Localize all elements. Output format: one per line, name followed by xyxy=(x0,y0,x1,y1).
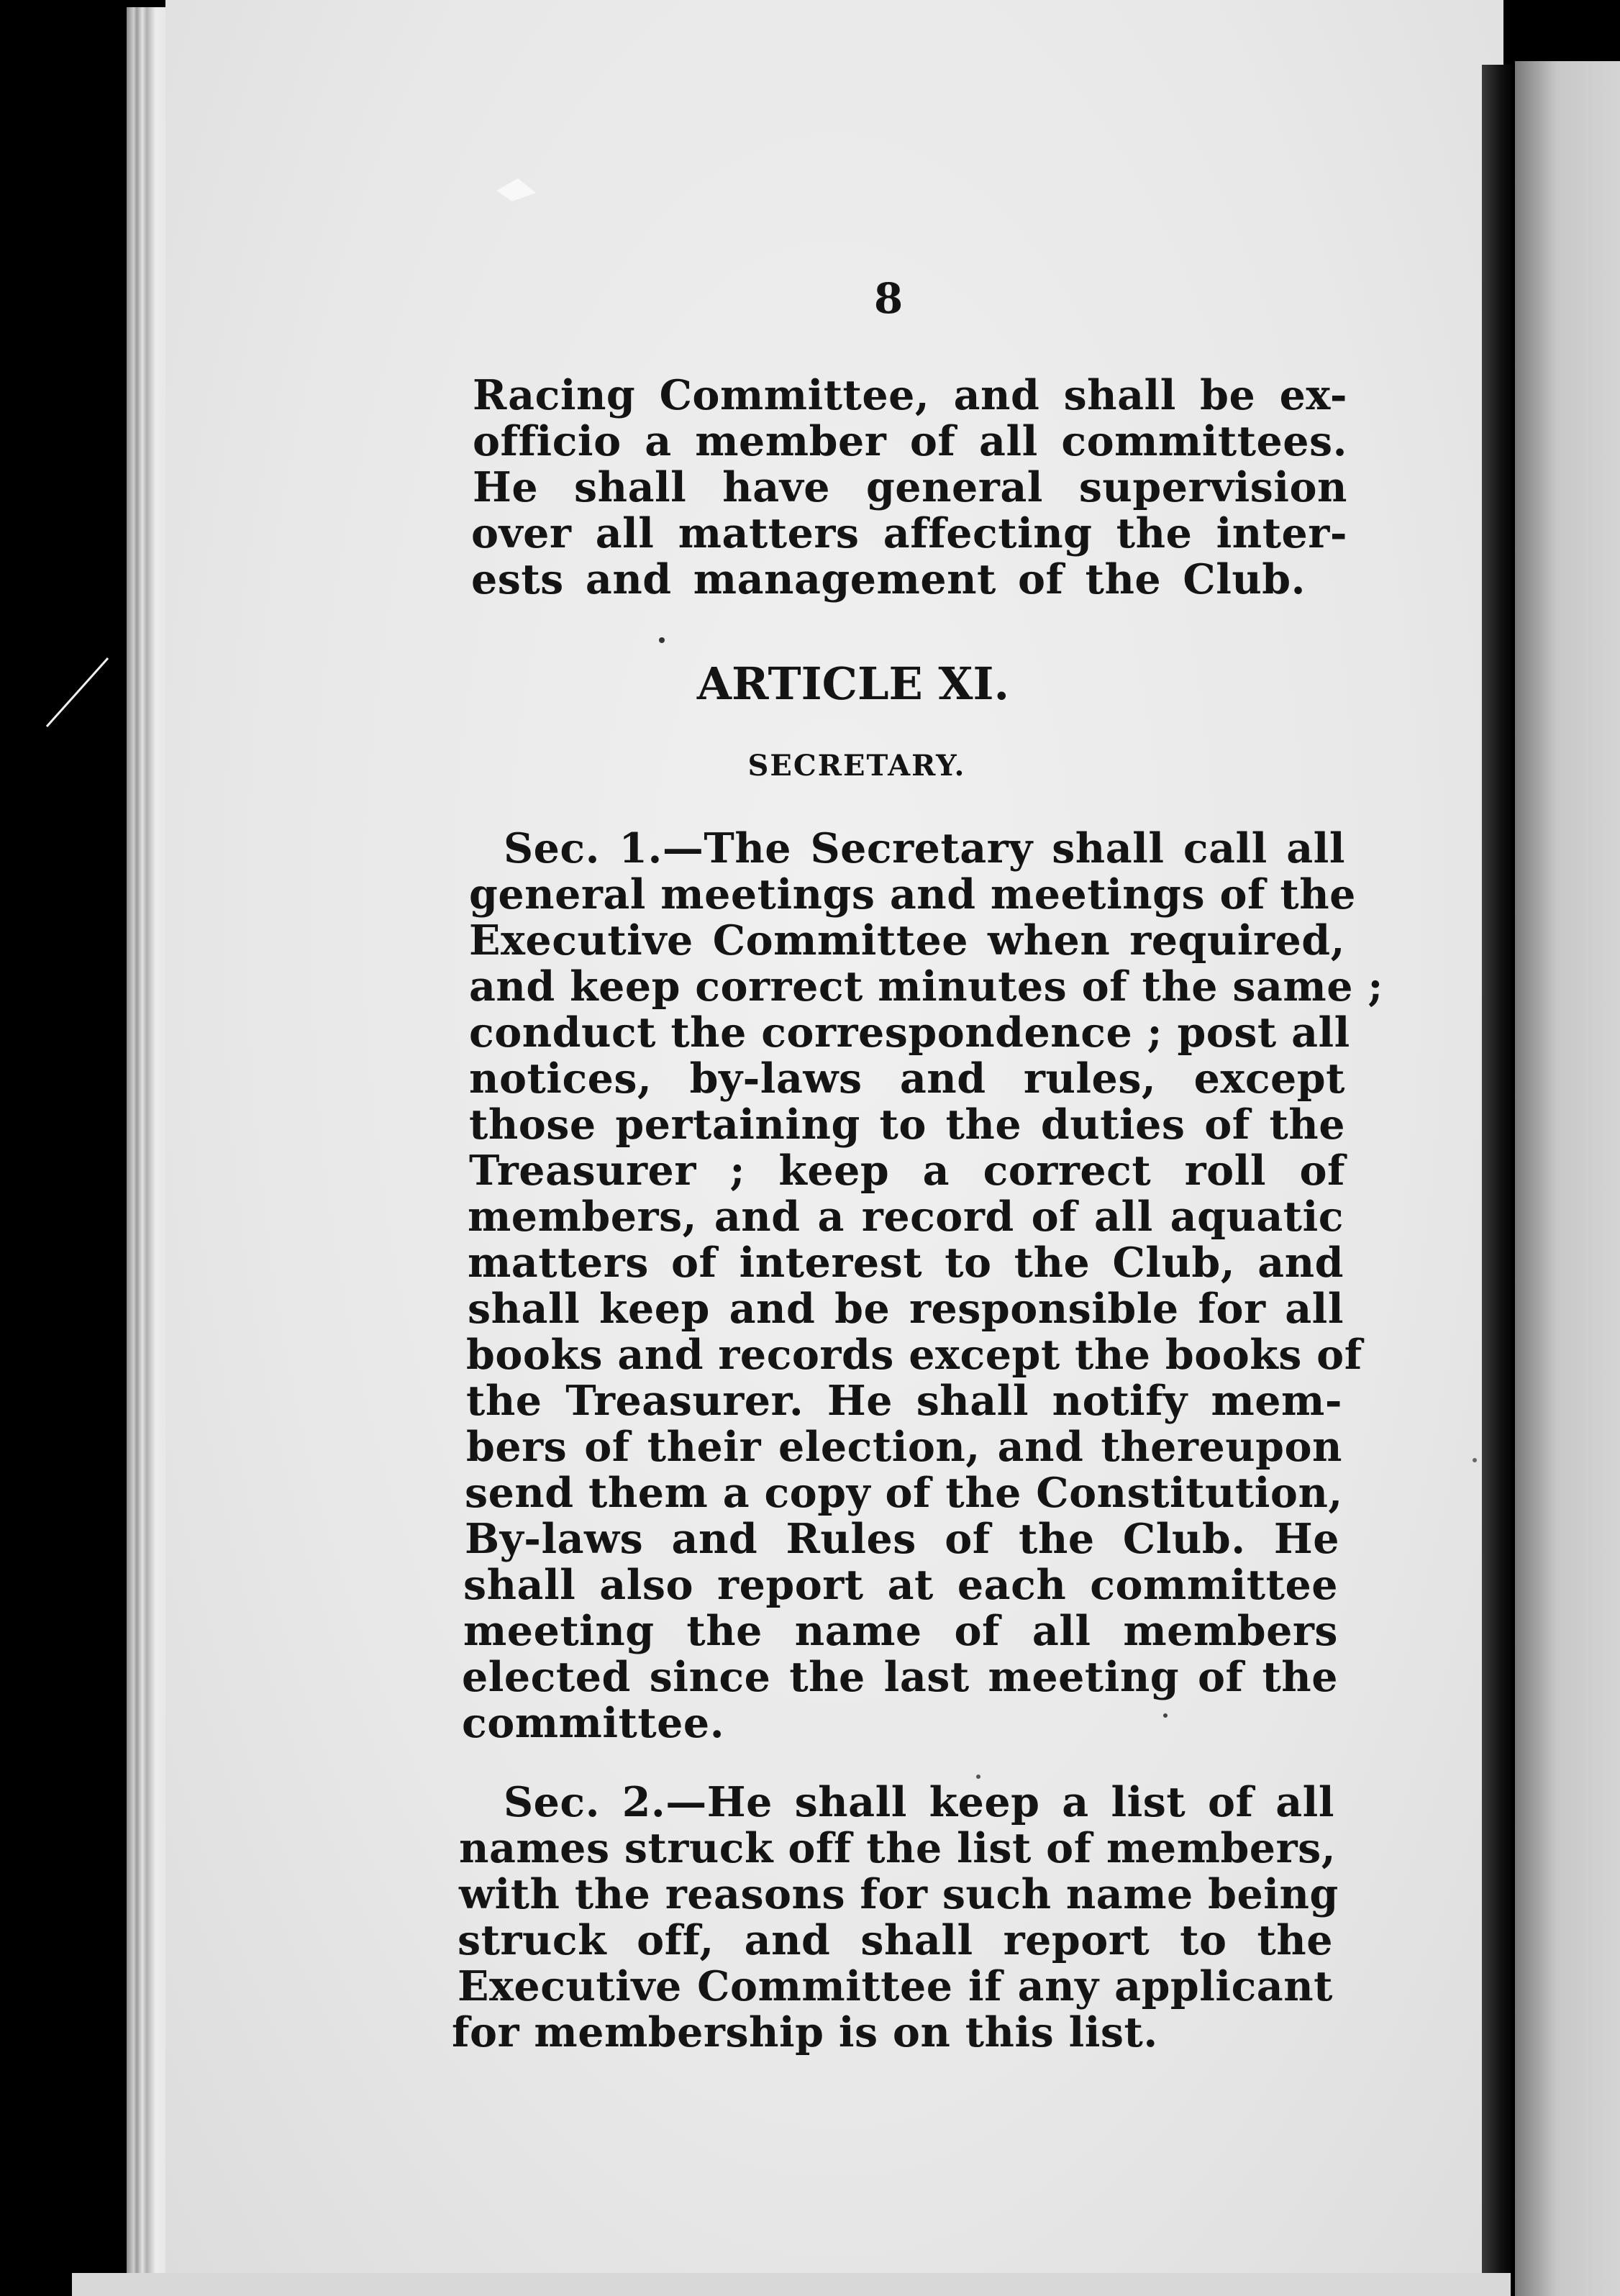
sec1-line: general meetings and meetings of the xyxy=(469,870,1356,919)
sec2-line: Executive Committee if any applicant xyxy=(458,1962,1333,2010)
intro-line: ests and management of the Club. xyxy=(471,555,1306,603)
article-title: ARTICLE XI. xyxy=(696,657,1010,710)
sec2-line: struck off, and shall report to the xyxy=(458,1916,1333,1964)
sec1-line: Sec. 1.—The Secretary shall call all xyxy=(504,824,1345,873)
sec1-line: matters of interest to the Club, and xyxy=(468,1239,1344,1287)
intro-line: Racing Committee, and shall be ex- xyxy=(473,371,1347,419)
sec2-line: with the reasons for such name being xyxy=(459,1870,1339,1918)
intro-line: over all matters affecting the inter- xyxy=(471,509,1347,557)
sec1-line: Executive Committee when required, xyxy=(469,916,1345,965)
sec1-line: and keep correct minutes of the same ; xyxy=(469,962,1383,1011)
sec1-line: notices, by-laws and rules, except xyxy=(469,1054,1345,1103)
sec1-line: members, and a record of all aquatic xyxy=(468,1193,1344,1241)
sec1-line: committee. xyxy=(462,1699,725,1747)
page-number: 8 xyxy=(873,274,904,323)
sec1-line: meeting the name of all members xyxy=(463,1607,1338,1655)
sec2-line: names struck off the list of members, xyxy=(459,1824,1337,1872)
sec1-line: send them a copy of the Constitution, xyxy=(465,1469,1343,1517)
sec1-line: shall keep and be responsible for all xyxy=(468,1285,1344,1333)
sec2-line: for membership is on this list. xyxy=(452,2008,1158,2056)
sec1-line: By-laws and Rules of the Club. He xyxy=(465,1515,1339,1563)
sec1-line: conduct the correspondence ; post all xyxy=(469,1008,1350,1057)
sec1-line: the Treasurer. He shall notify mem- xyxy=(466,1377,1342,1425)
intro-line: He shall have general supervision xyxy=(473,463,1347,511)
section-title: SECRETARY. xyxy=(747,749,966,783)
sec1-line: elected since the last meeting of the xyxy=(462,1653,1338,1701)
sec1-line: bers of their election, and thereupon xyxy=(466,1423,1342,1471)
sec1-line: books and records except the books of xyxy=(466,1331,1362,1379)
sec1-line: Treasurer ; keep a correct roll of xyxy=(469,1147,1345,1195)
intro-line: officio a member of all committees. xyxy=(473,417,1347,465)
sec1-line: those pertaining to the duties of the xyxy=(469,1101,1345,1149)
sec2-line: Sec. 2.—He shall keep a list of all xyxy=(504,1778,1334,1826)
sec1-line: shall also report at each committee xyxy=(463,1561,1338,1609)
